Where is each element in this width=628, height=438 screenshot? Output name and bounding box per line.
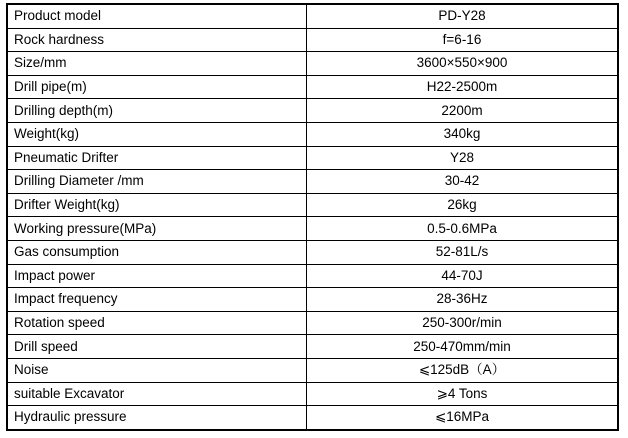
row-label-drill-speed: Drill speed — [8, 335, 307, 359]
row-value-rotation-speed: 250-300r/min — [307, 311, 618, 335]
row-value-drilling-diameter: 30-42 — [307, 170, 618, 194]
table-row — [8, 240, 618, 264]
row-label-pneumatic-drifter: Pneumatic Drifter — [8, 146, 307, 170]
row-label-drilling-depth: Drilling depth(m) — [8, 99, 307, 123]
table-row — [8, 122, 618, 146]
row-value-pneumatic-drifter: Y28 — [307, 146, 618, 170]
table-row — [8, 264, 618, 288]
row-value-suitable-excavator: ⩾4 Tons — [307, 382, 618, 406]
row-value-drifter-weight: 26kg — [307, 193, 618, 217]
row-value-impact-power: 44-70J — [307, 264, 618, 288]
row-label-drill-pipe: Drill pipe(m) — [8, 75, 307, 99]
row-value-weight: 340kg — [307, 122, 618, 146]
row-value-noise: ⩽125dB（A） — [307, 358, 618, 382]
row-label-hydraulic-pressure: Hydraulic pressure — [8, 406, 307, 430]
table-row — [8, 406, 618, 430]
row-value-working-pressure: 0.5-0.6MPa — [307, 217, 618, 241]
table-row — [8, 193, 618, 217]
row-label-rock-hardness: Rock hardness — [8, 28, 307, 52]
row-label-product-model: Product model — [8, 5, 307, 29]
row-label-noise: Noise — [8, 358, 307, 382]
table-row — [8, 170, 618, 194]
table-row — [8, 382, 618, 406]
spec-table — [7, 4, 618, 430]
row-label-rotation-speed: Rotation speed — [8, 311, 307, 335]
table-row — [8, 311, 618, 335]
table-row — [8, 335, 618, 359]
table-row — [8, 5, 618, 29]
row-value-impact-frequency: 28-36Hz — [307, 288, 618, 312]
table-row — [8, 358, 618, 382]
row-value-product-model: PD-Y28 — [307, 5, 618, 29]
row-label-impact-power: Impact power — [8, 264, 307, 288]
row-label-working-pressure: Working pressure(MPa) — [8, 217, 307, 241]
row-label-size: Size/mm — [8, 52, 307, 76]
row-label-drilling-diameter: Drilling Diameter /mm — [8, 170, 307, 194]
row-label-gas-consumption: Gas consumption — [8, 240, 307, 264]
row-label-drifter-weight: Drifter Weight(kg) — [8, 193, 307, 217]
row-value-rock-hardness: f=6-16 — [307, 28, 618, 52]
row-value-hydraulic-pressure: ⩽16MPa — [307, 406, 618, 430]
row-value-gas-consumption: 52-81L/s — [307, 240, 618, 264]
table-row — [8, 75, 618, 99]
row-value-drilling-depth: 2200m — [307, 99, 618, 123]
table-row — [8, 99, 618, 123]
table-row — [8, 52, 618, 76]
table-row — [8, 146, 618, 170]
table-row — [8, 288, 618, 312]
row-value-drill-speed: 250-470mm/min — [307, 335, 618, 359]
row-value-drill-pipe: H22-2500m — [307, 75, 618, 99]
table-row — [8, 217, 618, 241]
row-label-weight: Weight(kg) — [8, 122, 307, 146]
row-label-suitable-excavator: suitable Excavator — [8, 382, 307, 406]
row-value-size: 3600×550×900 — [307, 52, 618, 76]
table-row — [8, 28, 618, 52]
row-label-impact-frequency: Impact frequency — [8, 288, 307, 312]
